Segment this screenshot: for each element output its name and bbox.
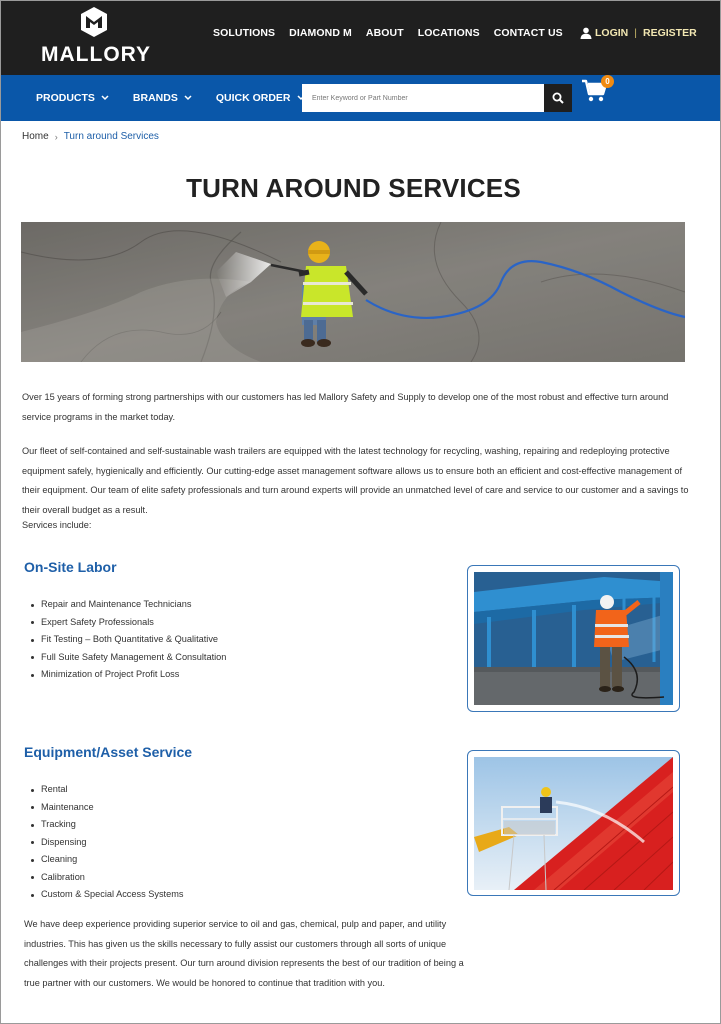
list-item: Rental [31, 781, 183, 799]
on-site-labor-photo [467, 565, 680, 712]
on-site-labor-list [31, 596, 226, 684]
search-icon [552, 92, 564, 104]
register-link[interactable]: REGISTER [642, 27, 697, 39]
hero-image [21, 222, 685, 362]
cart-count-badge: 0 [601, 75, 614, 88]
account-separator: | [634, 27, 637, 39]
list-item: Expert Safety Professionals [31, 614, 226, 632]
nav-locations[interactable]: LOCATIONS [417, 27, 480, 39]
nav-about[interactable]: ABOUT [365, 27, 404, 39]
nav-diamond-m[interactable]: DIAMOND M [289, 27, 352, 39]
menu-products-label: PRODUCTS [36, 92, 95, 104]
list-item: Repair and Maintenance Technicians [31, 596, 226, 614]
mallory-logo-icon [81, 7, 107, 37]
mallory-logo[interactable] [41, 7, 152, 69]
intro-paragraph-1: Over 15 years of forming strong partnerships with our customers has led Mallory Safety and Supply to develop one of the most robust and effective turn around service programs in the market today. [22, 392, 669, 422]
section-title-on-site-labor: On-Site Labor [24, 559, 117, 575]
cart-button[interactable] [581, 75, 615, 105]
nav-contact-us[interactable]: CONTACT US [493, 27, 563, 39]
user-icon [580, 27, 592, 39]
navbar-menu [36, 92, 329, 104]
list-item: Calibration [31, 869, 183, 887]
equipment-asset-photo [467, 750, 680, 896]
nav-solutions[interactable]: SOLUTIONS [213, 27, 276, 39]
chevron-down-icon [101, 95, 109, 101]
top-header [1, 1, 721, 75]
search-box [302, 84, 572, 112]
menu-brands[interactable] [133, 92, 192, 104]
equipment-asset-list [31, 781, 183, 904]
breadcrumb-home[interactable]: Home [22, 131, 49, 142]
login-link[interactable]: LOGIN [595, 27, 629, 39]
services-intro: Services include: [22, 520, 92, 530]
page-title: TURN AROUND SERVICES [186, 173, 521, 203]
intro-paragraph-2: Our fleet of self-contained and self-sustainable wash trailers are equipped with the latest technology for recycling, washing, repairing and redeploying protective equipment safely, hygienically and efficiently. Our cutting-edge asset management software allows us to ensure both an efficient and cost-effective management of their equipment. Our team of elite safety professionals and turn around experts will provide an unmatched level of care and service to our customer and a savings to their overall budget as a result. [22, 446, 689, 515]
menu-brands-label: BRANDS [132, 92, 178, 104]
section-title-equipment-asset-service: Equipment/Asset Service [24, 744, 193, 760]
list-item: Full Suite Safety Management & Consultation [31, 649, 226, 667]
list-item: Fit Testing – Both Quantitative & Qualitative [31, 631, 226, 649]
breadcrumb-current[interactable]: Turn around Services [63, 131, 159, 142]
logo-text: MALLORY [41, 43, 152, 66]
aerial-lift-washing-photo [474, 757, 673, 890]
menu-quick-order-label: QUICK ORDER [215, 92, 291, 104]
hero-photo [21, 222, 685, 362]
search-input[interactable] [302, 84, 544, 112]
breadcrumb [22, 131, 159, 142]
menu-quick-order[interactable] [216, 92, 305, 104]
list-item: Cleaning [31, 851, 183, 869]
worker-blue-structure-photo [474, 572, 673, 705]
list-item: Dispensing [31, 834, 183, 852]
top-nav [213, 27, 577, 39]
account-links [580, 27, 697, 39]
list-item: Maintenance [31, 799, 183, 817]
list-item: Custom & Special Access Systems [31, 886, 183, 904]
menu-products[interactable] [36, 92, 109, 104]
list-item: Tracking [31, 816, 183, 834]
breadcrumb-separator: › [54, 131, 58, 142]
search-button[interactable] [544, 84, 572, 112]
closing-paragraph: We have deep experience providing superior service to oil and gas, chemical, pulp and paper, and utility industries. This has given us the skills necessary to fully assist our customers through all sorts of unique challenges with their projects present. Our turn around division represents the best of our tradition of being a true partner with our customers. We would be honored to continue that tradition with you. [24, 919, 464, 989]
chevron-down-icon [184, 95, 192, 101]
list-item: Minimization of Project Profit Loss [31, 666, 226, 684]
